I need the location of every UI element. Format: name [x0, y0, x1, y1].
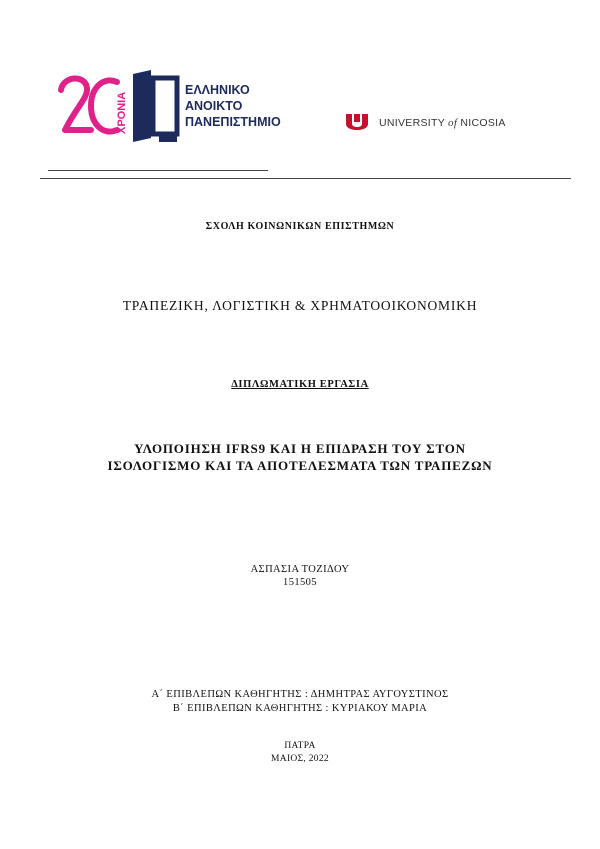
eap-name	[185, 82, 281, 130]
document-type	[0, 379, 600, 390]
supervisor-b: Β΄ ΕΠΙΒΛΕΠΩΝ ΚΑΘΗΓΗΤΗΣ : ΚΥΡΙΑΚΟΥ ΜΑΡΙΑ	[172, 703, 428, 714]
header-divider	[40, 178, 571, 179]
place-date-block	[0, 740, 600, 766]
document-type-label: ΔΙΠΛΩΜΑΤΙΚΗ ΕΡΓΑΣΙΑ	[231, 379, 369, 390]
thesis-title-line-1: ΥΛΟΠΟΙΗΣΗ IFRS9 ΚΑΙ Η ΕΠΙΔΡΑΣΗ ΤΟΥ ΣΤΟΝ	[134, 441, 466, 456]
unic-name: UNIVERSITY of NICOSIA	[379, 117, 506, 129]
eap-name-line-2: ΑΝΟΙΚΤΟ	[185, 99, 243, 113]
author-name: ΑΣΠΑΣΙΑ ΤΟΖΙΔΟΥ	[250, 564, 350, 575]
author-block	[0, 563, 600, 589]
thesis-title	[0, 440, 600, 474]
supervisors-block	[0, 688, 600, 716]
eap-20-years-emblem	[55, 68, 180, 148]
school-name: ΣΧΟΛΗ ΚΟΙΝΩΝΙΚΩΝ ΕΠΙΣΤΗΜΩΝ	[205, 221, 395, 232]
program-name: ΤΡΑΠΕΖΙΚΗ, ΛΟΓΙΣΤΙΚΗ & ΧΡΗΜΑΤΟΟΙΚΟΝΟΜΙΚΗ	[122, 298, 478, 313]
thesis-title-line-2: ΙΣΟΛΟΓΙΣΜΟ ΚΑΙ ΤΑ ΑΠΟΤΕΛΕΣΜΑΤΑ ΤΩΝ ΤΡΑΠΕΖΩΝ	[107, 458, 493, 473]
student-id: 151505	[283, 577, 317, 588]
supervisor-a: Α΄ ΕΠΙΒΛΕΠΩΝ ΚΑΘΗΓΗΤΗΣ : ΔΗΜΗΤΡΑΣ ΑΥΓΟΥΣΤΙΝΟΣ	[151, 689, 449, 700]
eap-name-line-3: ΠΑΝΕΠΙΣΤΗΜΙΟ	[185, 115, 281, 129]
header-divider-short	[48, 170, 268, 171]
date: ΜΑΙΟΣ, 2022	[271, 754, 329, 764]
eap-name-line-1: ΕΛΛΗΝΙΚΟ	[185, 83, 250, 97]
eap-anniversary-word: ΧΡΟΝΙΑ	[116, 91, 128, 134]
place: ΠΑΤΡΑ	[284, 741, 316, 751]
unic-logo	[345, 112, 506, 134]
eap-logo	[55, 68, 285, 148]
unic-shield-icon	[345, 112, 369, 134]
